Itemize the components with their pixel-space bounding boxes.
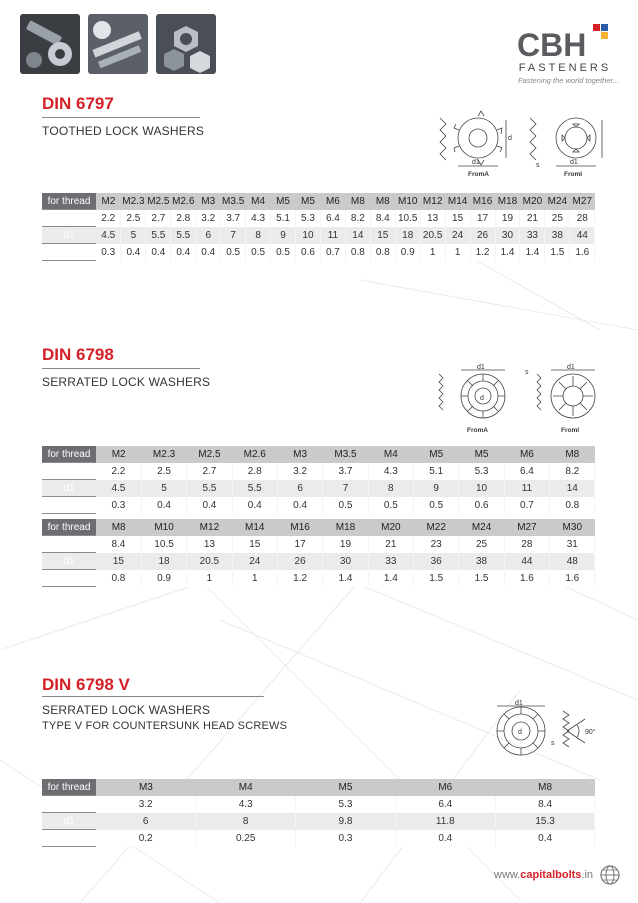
table-header-row xyxy=(42,519,595,536)
row-label: d1 xyxy=(42,480,96,497)
table-cell: 15 xyxy=(370,227,395,244)
header-cell: M3 xyxy=(277,446,322,463)
table-cell: 1 xyxy=(420,244,445,261)
table-cell: 0.3 xyxy=(96,244,121,261)
table-cell: 8.2 xyxy=(550,463,595,480)
label-d: d xyxy=(508,135,512,142)
table-cell: 10 xyxy=(459,480,504,497)
title-divider xyxy=(42,117,200,118)
table-cell: 2.5 xyxy=(121,210,146,227)
fasteners-photo-3 xyxy=(156,14,216,74)
table-cell: 17 xyxy=(277,536,322,553)
table-row xyxy=(42,463,595,480)
header-cell: M3.5 xyxy=(221,193,246,210)
table-cell: 15 xyxy=(96,553,141,570)
header-cell: M5 xyxy=(296,779,396,796)
table-row xyxy=(42,536,595,553)
table-cell: 0.6 xyxy=(296,244,321,261)
brand-tagline: Fastening the world together... xyxy=(517,76,619,85)
fasteners-photo-2 xyxy=(88,14,148,74)
table-cell: 10.5 xyxy=(141,536,186,553)
table-cell: 8.4 xyxy=(96,536,141,553)
table-cell: 9 xyxy=(414,480,459,497)
table-cell: 0.4 xyxy=(121,244,146,261)
row-label: d xyxy=(42,536,96,553)
table-cell: 8 xyxy=(246,227,271,244)
table-cell: 14 xyxy=(550,480,595,497)
table-cell: 11.8 xyxy=(395,813,495,830)
table-cell: 9.8 xyxy=(296,813,396,830)
header-label: for thread xyxy=(42,193,96,210)
row-label: d1 xyxy=(42,553,96,570)
header-cell: M2.5 xyxy=(187,446,232,463)
website-link[interactable] xyxy=(494,864,621,886)
table-cell: 1.6 xyxy=(504,570,549,587)
section-title-din6798v: DIN 6798 V xyxy=(42,675,130,694)
header-label: for thread xyxy=(42,446,96,463)
screws-photo-icon xyxy=(88,14,148,74)
table-cell: 2.8 xyxy=(171,210,196,227)
label-s: s xyxy=(525,369,529,376)
header-cell: M2.6 xyxy=(232,446,277,463)
header-cell: M10 xyxy=(395,193,420,210)
globe-icon xyxy=(599,864,621,886)
header-cell: M3.5 xyxy=(323,446,368,463)
spec-table-din6798-part2 xyxy=(42,519,595,587)
header-cell: M6 xyxy=(504,446,549,463)
website-suffix: .in xyxy=(581,868,594,881)
table-cell: 9 xyxy=(271,227,296,244)
table-cell: 19 xyxy=(495,210,520,227)
table-cell: 5.1 xyxy=(414,463,459,480)
table-cell: 2.2 xyxy=(96,210,121,227)
header-cell: M8 xyxy=(345,193,370,210)
table-row xyxy=(42,813,595,830)
row-label: d1 xyxy=(42,227,96,244)
table-cell: 15.3 xyxy=(495,813,595,830)
table-row xyxy=(42,796,595,813)
table-cell: 13 xyxy=(420,210,445,227)
table-cell: 28 xyxy=(504,536,549,553)
table-cell: 0.6 xyxy=(459,497,504,514)
table-cell: 6 xyxy=(196,227,221,244)
table-cell: 5 xyxy=(121,227,146,244)
table-cell: 25 xyxy=(459,536,504,553)
table-cell: 38 xyxy=(459,553,504,570)
label-d: d xyxy=(518,729,522,736)
table-cell: 18 xyxy=(395,227,420,244)
table-cell: 0.4 xyxy=(196,244,221,261)
table-cell: 4.3 xyxy=(246,210,271,227)
header-cell: M5 xyxy=(271,193,296,210)
header-cell: M2.6 xyxy=(171,193,196,210)
table-cell: 5.5 xyxy=(146,227,171,244)
table-cell: 2.2 xyxy=(96,463,141,480)
header-cell: M4 xyxy=(196,779,296,796)
label-angle: 90° xyxy=(585,729,596,736)
section-title-din6797: DIN 6797 xyxy=(42,94,114,113)
table-cell: 5.5 xyxy=(187,480,232,497)
table-cell: 0.5 xyxy=(221,244,246,261)
table-cell: 17 xyxy=(470,210,495,227)
table-cell: 5.3 xyxy=(459,463,504,480)
table-row xyxy=(42,830,595,847)
row-label: s xyxy=(42,570,96,587)
table-cell: 2.5 xyxy=(141,463,186,480)
header-cell: M20 xyxy=(368,519,413,536)
table-cell: 1 xyxy=(445,244,470,261)
nuts-photo-icon xyxy=(156,14,216,74)
table-cell: 3.2 xyxy=(196,210,221,227)
table-cell: 20.5 xyxy=(420,227,445,244)
countersunk-washer-diagram xyxy=(485,697,605,759)
toothed-washer-diagram xyxy=(418,108,608,180)
table-cell: 3.2 xyxy=(277,463,322,480)
table-header-row xyxy=(42,779,595,796)
header-cell: M27 xyxy=(570,193,595,210)
row-label: d xyxy=(42,796,96,813)
header-cell: M5 xyxy=(296,193,321,210)
table-cell: 15 xyxy=(445,210,470,227)
header-cell: M3 xyxy=(196,193,221,210)
table-cell: 6.4 xyxy=(320,210,345,227)
label-d1-a: d1 xyxy=(477,364,485,371)
table-cell: 44 xyxy=(504,553,549,570)
table-cell: 26 xyxy=(470,227,495,244)
row-label: d xyxy=(42,463,96,480)
table-cell: 14 xyxy=(345,227,370,244)
cbh-logo-icon xyxy=(515,22,615,62)
section-subtitle-din6798v: SERRATED LOCK WASHERS xyxy=(42,703,211,717)
label-d1-b: d1 xyxy=(567,364,575,371)
header-cell: M3 xyxy=(96,779,196,796)
table-cell: 0.4 xyxy=(171,244,196,261)
header-cell: M6 xyxy=(395,779,495,796)
table-cell: 26 xyxy=(277,553,322,570)
table-cell: 5.3 xyxy=(296,210,321,227)
header-cell: M30 xyxy=(550,519,595,536)
header-cell: M18 xyxy=(323,519,368,536)
table-cell: 0.4 xyxy=(277,497,322,514)
brand-name: FASTENERS xyxy=(518,62,612,74)
table-cell: 7 xyxy=(221,227,246,244)
table-cell: 0.8 xyxy=(370,244,395,261)
table-cell: 23 xyxy=(414,536,459,553)
table-cell: 5.5 xyxy=(232,480,277,497)
table-cell: 1.2 xyxy=(277,570,322,587)
website-prefix: www. xyxy=(494,868,521,881)
table-cell: 1 xyxy=(187,570,232,587)
table-cell: 0.4 xyxy=(141,497,186,514)
table-row xyxy=(42,553,595,570)
table-cell: 2.7 xyxy=(187,463,232,480)
table-cell: 24 xyxy=(445,227,470,244)
brand-logo xyxy=(515,22,619,85)
table-cell: 5.3 xyxy=(296,796,396,813)
header-cell: M2 xyxy=(96,446,141,463)
table-cell: 31 xyxy=(550,536,595,553)
table-cell: 10.5 xyxy=(395,210,420,227)
label-form-a: FromA xyxy=(467,427,488,434)
table-row xyxy=(42,244,595,261)
table-cell: 36 xyxy=(414,553,459,570)
table-cell: 6 xyxy=(96,813,196,830)
label-d1-a: d1 xyxy=(472,159,480,166)
section-subtitle2-din6798v: TYPE V FOR COUNTERSUNK HEAD SCREWS xyxy=(42,720,288,732)
table-header-row xyxy=(42,446,595,463)
table-cell: 1.5 xyxy=(414,570,459,587)
header-cell: M27 xyxy=(504,519,549,536)
table-cell: 8 xyxy=(196,813,296,830)
header-cell: M8 xyxy=(550,446,595,463)
table-cell: 1.5 xyxy=(459,570,504,587)
table-row xyxy=(42,570,595,587)
section-subtitle-din6798: SERRATED LOCK WASHERS xyxy=(42,375,211,389)
table-cell: 1.4 xyxy=(495,244,520,261)
label-form-a: FromA xyxy=(468,171,489,178)
table-cell: 0.4 xyxy=(187,497,232,514)
table-cell: 19 xyxy=(323,536,368,553)
table-cell: 1.6 xyxy=(550,570,595,587)
table-cell: 1.6 xyxy=(570,244,595,261)
table-cell: 0.5 xyxy=(368,497,413,514)
table-cell: 5 xyxy=(141,480,186,497)
table-cell: 0.4 xyxy=(495,830,595,847)
header-cell: M18 xyxy=(495,193,520,210)
label-s: s xyxy=(536,162,540,169)
table-cell: 8.2 xyxy=(345,210,370,227)
table-cell: 0.3 xyxy=(96,497,141,514)
header-cell: M10 xyxy=(141,519,186,536)
header-label: for thread xyxy=(42,779,96,796)
header-cell: M12 xyxy=(187,519,232,536)
table-cell: 0.8 xyxy=(96,570,141,587)
table-cell: 13 xyxy=(187,536,232,553)
table-cell: 1.4 xyxy=(520,244,545,261)
table-cell: 1.4 xyxy=(368,570,413,587)
label-form-i: FromI xyxy=(561,427,580,434)
table-cell: 0.5 xyxy=(323,497,368,514)
logo-mark: CBH xyxy=(517,27,587,62)
table-cell: 33 xyxy=(368,553,413,570)
title-divider xyxy=(42,368,200,369)
header-cell: M5 xyxy=(459,446,504,463)
table-cell: 4.5 xyxy=(96,480,141,497)
table-cell: 38 xyxy=(545,227,570,244)
table-cell: 18 xyxy=(141,553,186,570)
table-cell: 30 xyxy=(495,227,520,244)
header-cell: M22 xyxy=(414,519,459,536)
table-cell: 1.2 xyxy=(470,244,495,261)
bolts-photo-icon xyxy=(20,14,80,74)
row-label: s xyxy=(42,244,96,261)
table-cell: 0.9 xyxy=(141,570,186,587)
table-cell: 8.4 xyxy=(370,210,395,227)
row-label: d1 xyxy=(42,813,96,830)
header-cell: M24 xyxy=(545,193,570,210)
table-row xyxy=(42,480,595,497)
table-cell: 0.2 xyxy=(96,830,196,847)
header-cell: M2.3 xyxy=(121,193,146,210)
header-cell: M5 xyxy=(414,446,459,463)
row-label: s xyxy=(42,497,96,514)
table-cell: 0.25 xyxy=(196,830,296,847)
table-row xyxy=(42,210,595,227)
spec-table-din6798-part1 xyxy=(42,446,595,514)
table-cell: 0.4 xyxy=(232,497,277,514)
serrated-washer-diagram xyxy=(425,362,605,438)
table-cell: 0.3 xyxy=(296,830,396,847)
header-cell: M8 xyxy=(96,519,141,536)
section-title-din6798: DIN 6798 xyxy=(42,345,114,364)
label-d: d xyxy=(480,395,484,402)
table-cell: 11 xyxy=(320,227,345,244)
table-header-row xyxy=(42,193,595,210)
table-cell: 30 xyxy=(323,553,368,570)
table-cell: 48 xyxy=(550,553,595,570)
table-cell: 8 xyxy=(368,480,413,497)
header-cell: M2 xyxy=(96,193,121,210)
label-d1-b: d1 xyxy=(570,159,578,166)
table-cell: 6 xyxy=(277,480,322,497)
label-s: s xyxy=(551,740,555,747)
header-cell: M14 xyxy=(445,193,470,210)
table-cell: 2.7 xyxy=(146,210,171,227)
table-cell: 11 xyxy=(504,480,549,497)
table-cell: 20.5 xyxy=(187,553,232,570)
table-cell: 6.4 xyxy=(504,463,549,480)
table-cell: 44 xyxy=(570,227,595,244)
spec-table-din6797 xyxy=(42,193,595,261)
table-row xyxy=(42,497,595,514)
header-cell: M12 xyxy=(420,193,445,210)
table-cell: 1 xyxy=(232,570,277,587)
table-cell: 1.5 xyxy=(545,244,570,261)
table-cell: 0.7 xyxy=(320,244,345,261)
table-cell: 3.2 xyxy=(96,796,196,813)
row-label: s xyxy=(42,830,96,847)
label-form-i: FromI xyxy=(564,171,583,178)
table-cell: 4.3 xyxy=(368,463,413,480)
header-cell: M2.5 xyxy=(146,193,171,210)
section-subtitle-din6797: TOOTHED LOCK WASHERS xyxy=(42,124,205,138)
table-cell: 7 xyxy=(323,480,368,497)
header-cell: M4 xyxy=(368,446,413,463)
header-cell: M24 xyxy=(459,519,504,536)
table-cell: 0.8 xyxy=(550,497,595,514)
header-cell: M4 xyxy=(246,193,271,210)
header-cell: M8 xyxy=(370,193,395,210)
table-cell: 0.4 xyxy=(146,244,171,261)
table-cell: 28 xyxy=(570,210,595,227)
header-cell: M20 xyxy=(520,193,545,210)
header-cell: M14 xyxy=(232,519,277,536)
table-cell: 3.7 xyxy=(221,210,246,227)
table-cell: 0.5 xyxy=(414,497,459,514)
table-cell: 0.8 xyxy=(345,244,370,261)
table-cell: 4.5 xyxy=(96,227,121,244)
header-cell: M16 xyxy=(277,519,322,536)
table-cell: 21 xyxy=(520,210,545,227)
table-cell: 5.5 xyxy=(171,227,196,244)
header-label: for thread xyxy=(42,519,96,536)
table-cell: 5.1 xyxy=(271,210,296,227)
website-domain: capitalbolts xyxy=(520,868,582,881)
table-cell: 21 xyxy=(368,536,413,553)
table-cell: 0.4 xyxy=(395,830,495,847)
table-cell: 33 xyxy=(520,227,545,244)
title-divider xyxy=(42,696,264,697)
table-cell: 0.9 xyxy=(395,244,420,261)
table-cell: 8.4 xyxy=(495,796,595,813)
table-cell: 1.4 xyxy=(323,570,368,587)
table-cell: 3.7 xyxy=(323,463,368,480)
table-cell: 0.5 xyxy=(246,244,271,261)
table-cell: 15 xyxy=(232,536,277,553)
table-cell: 2.8 xyxy=(232,463,277,480)
fasteners-photo-1 xyxy=(20,14,80,74)
spec-table-din6798v xyxy=(42,779,595,847)
table-cell: 0.7 xyxy=(504,497,549,514)
table-row xyxy=(42,227,595,244)
table-cell: 10 xyxy=(296,227,321,244)
header-cell: M2.3 xyxy=(141,446,186,463)
row-label: d xyxy=(42,210,96,227)
table-cell: 0.5 xyxy=(271,244,296,261)
header-cell: M16 xyxy=(470,193,495,210)
label-d1: d1 xyxy=(515,700,523,707)
table-cell: 24 xyxy=(232,553,277,570)
header-cell: M6 xyxy=(320,193,345,210)
table-cell: 25 xyxy=(545,210,570,227)
table-cell: 4.3 xyxy=(196,796,296,813)
header-cell: M8 xyxy=(495,779,595,796)
table-cell: 6.4 xyxy=(395,796,495,813)
